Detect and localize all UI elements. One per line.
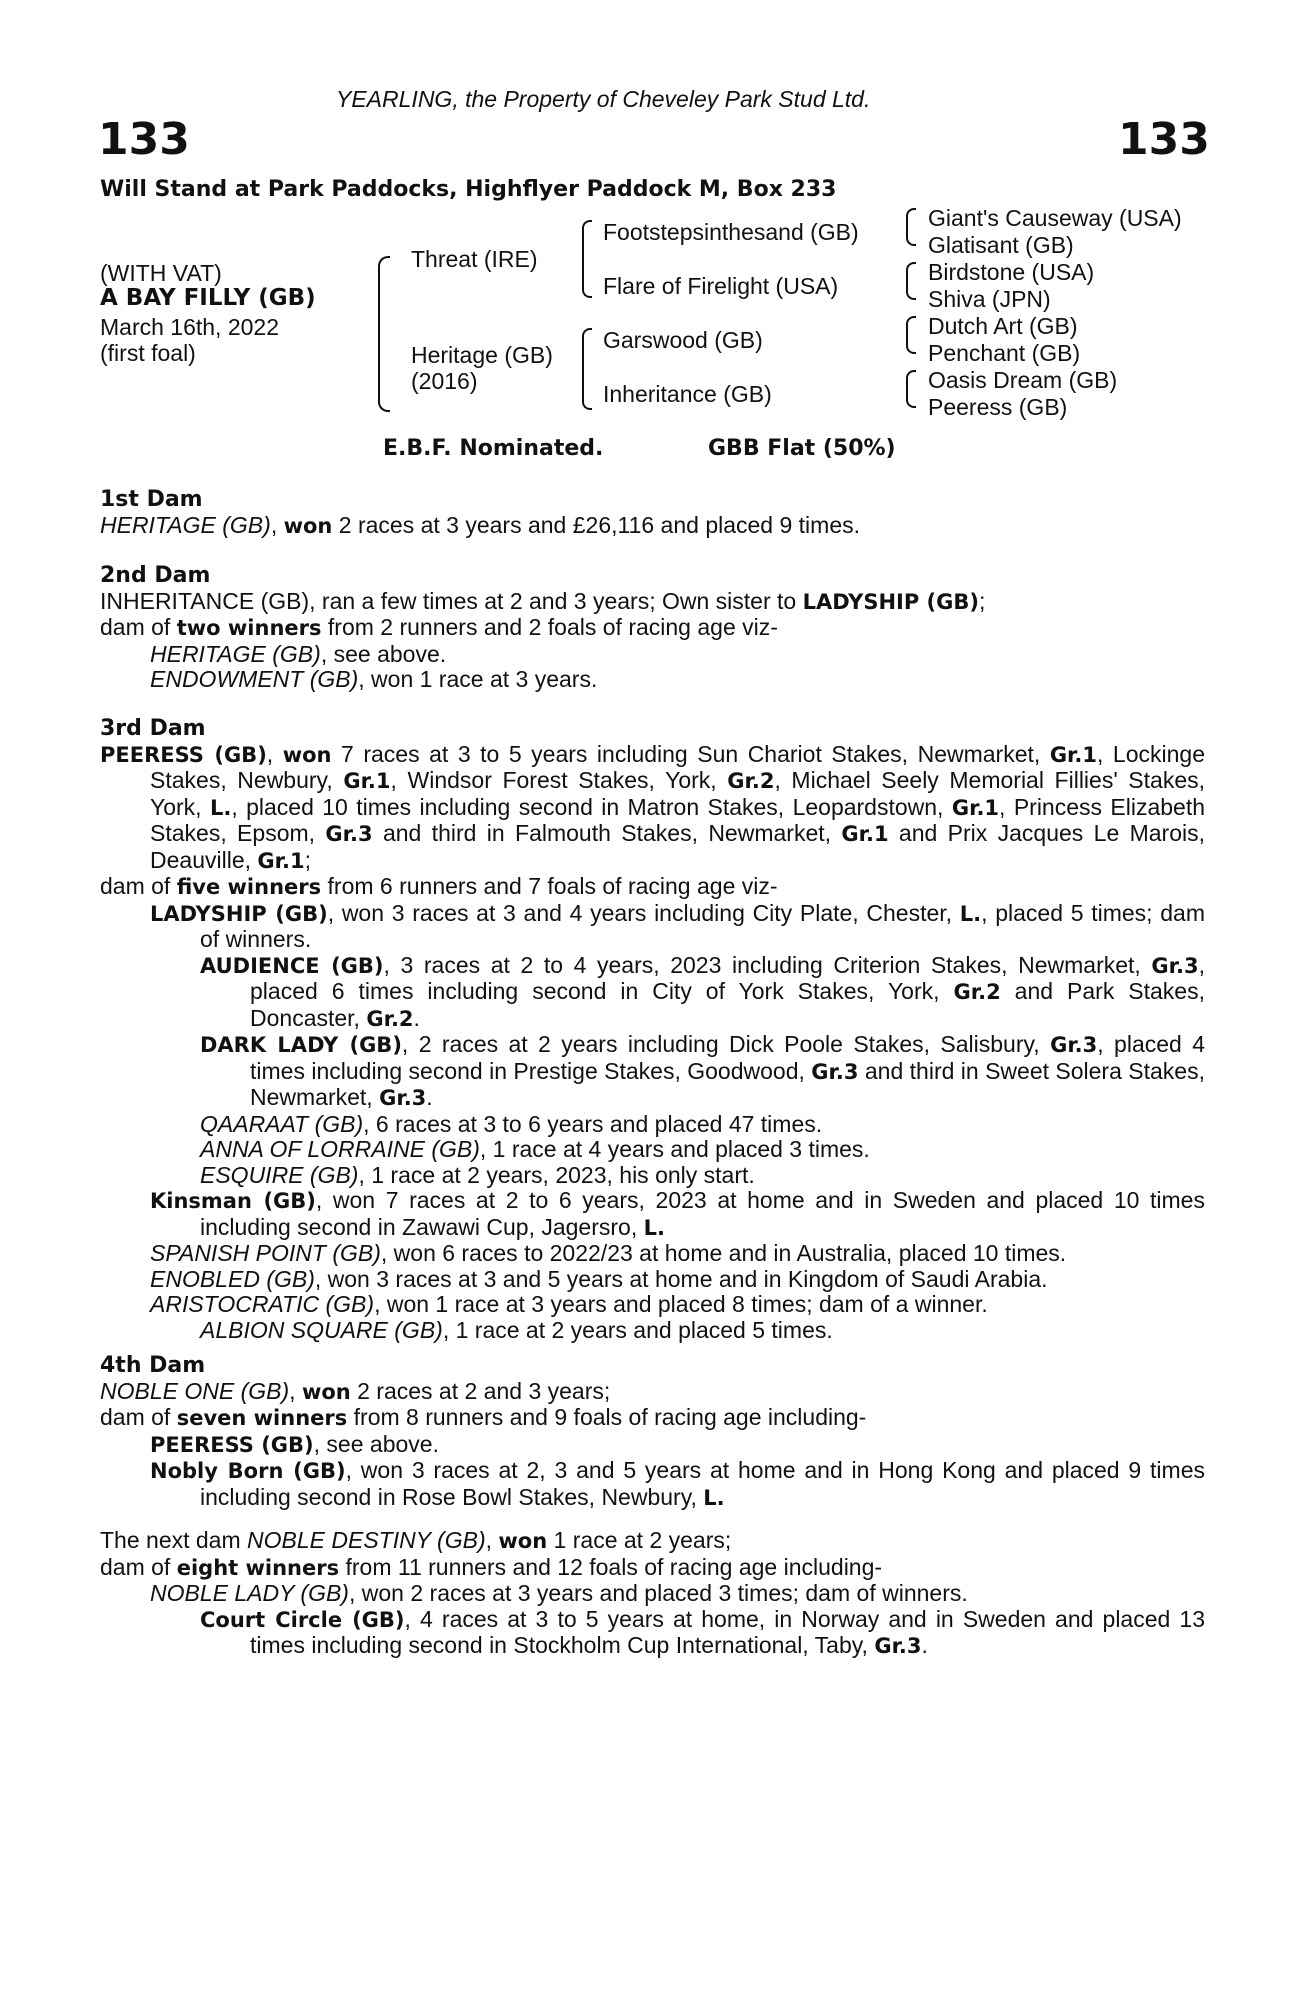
t: , 3 races at 2 to 4 years, 2023 including Criterion Stakes, Newmarket, <box>383 951 1152 978</box>
t: , 1 race at 4 years and placed 3 times. <box>479 1136 870 1162</box>
produce-albion-square <box>100 1318 1205 1344</box>
second-dam-sister: LADYSHIP (GB) <box>802 589 979 614</box>
produce-name: AUDIENCE (GB) <box>200 953 384 978</box>
horse-name: A BAY FILLY (GB) <box>100 285 316 311</box>
t: The next dam <box>100 1527 248 1553</box>
t: , <box>266 740 283 767</box>
t: dam of <box>100 1553 177 1580</box>
third-dam-heading: 3rd Dam <box>100 716 206 741</box>
grade: Gr.1 <box>343 769 391 793</box>
fourth-dam-heading: 4th Dam <box>100 1353 206 1378</box>
horse-dob: March 16th, 2022 <box>100 314 280 340</box>
t: , placed 4 times including second in Prestige Stakes, Goodwood, <box>250 1031 1206 1084</box>
t: and Park Stakes, Doncaster, <box>250 978 1205 1031</box>
produce-peeress <box>100 1432 1205 1459</box>
grade: Gr.3 <box>379 1086 427 1110</box>
t: , won 3 races at 3 and 5 years at home and in Kingdom of Saudi Arabia. <box>314 1265 1048 1292</box>
pedigree-sire: Threat (IRE) <box>411 246 538 272</box>
lot-number-left: 133 <box>98 114 190 165</box>
produce-aristocratic <box>100 1292 1205 1318</box>
grade: Gr.3 <box>325 822 373 846</box>
produce-name: PEERESS (GB) <box>150 1432 314 1457</box>
fourth-dam-winners: seven winners <box>176 1406 348 1430</box>
second-dam-heading: 2nd Dam <box>100 563 211 588</box>
second-dam-line1-end: ; <box>978 587 986 614</box>
produce-name: ESQUIRE (GB) <box>200 1161 359 1188</box>
second-dam-produce-2-name: ENDOWMENT (GB) <box>150 666 359 692</box>
produce-esquire <box>100 1163 1205 1189</box>
grade: Gr.2 <box>953 980 1001 1004</box>
pedigree-ddd: Peeress (GB) <box>928 394 1068 420</box>
t: , 6 races at 3 to 6 years and placed 47 times. <box>363 1110 823 1137</box>
pedigree-brace-ss <box>906 208 916 246</box>
produce-name: SPANISH POINT (GB) <box>150 1240 381 1266</box>
t: 1 race at 2 years; <box>547 1527 732 1553</box>
foal-note: (first foal) <box>100 340 196 366</box>
t: , 2 races at 2 years including Dick Poole Stakes, Salisbury, <box>401 1031 1051 1057</box>
third-dam-section <box>100 715 1205 1343</box>
produce-name: Court Circle (GB) <box>200 1607 405 1632</box>
produce-name: NOBLE LADY (GB) <box>150 1580 349 1606</box>
first-dam-won: won <box>283 513 333 538</box>
third-dam-winners: five winners <box>176 875 322 899</box>
won: won <box>282 742 332 767</box>
pedigree-brace-dd <box>906 370 916 408</box>
second-dam-produce-1-text: , see above. <box>320 640 447 667</box>
t: , Princess Elizabeth Stakes, Epsom, <box>150 793 1206 846</box>
pedigree-sire-sire: Footstepsinthesand (GB) <box>603 219 859 245</box>
produce-ladyship <box>100 901 1205 953</box>
second-dam-line1: INHERITANCE (GB), ran a few times at 2 and 3 years; Own sister to <box>100 587 803 614</box>
won: won <box>498 1529 548 1553</box>
stand-location: Will Stand at Park Paddocks, Highflyer Paddock M, Box 233 <box>100 177 837 202</box>
t: , won 7 races at 2 to 6 years, 2023 at home and in Sweden and placed 10 times including second in Zawawi Cup, Jagersro, <box>200 1187 1205 1240</box>
won: won <box>301 1379 351 1404</box>
t: , placed 6 times including second in City of York Stakes, York, <box>250 951 1205 1004</box>
grade: L. <box>209 795 232 820</box>
grade: L. <box>643 1215 665 1240</box>
produce-name: ENOBLED (GB) <box>150 1265 315 1292</box>
produce-anna <box>100 1137 1205 1163</box>
grade: Gr.1 <box>951 795 1000 820</box>
t: . <box>921 1632 928 1658</box>
page-title: YEARLING, the Property of Cheveley Park Stud Ltd. <box>336 86 871 112</box>
pedigree-sire-dam: Flare of Firelight (USA) <box>603 273 839 299</box>
t: , 1 race at 2 years, 2023, his only start. <box>358 1161 755 1188</box>
produce-court-circle <box>100 1607 1205 1660</box>
t: , <box>289 1377 302 1404</box>
t: 2 races at 2 and 3 years; <box>350 1377 611 1404</box>
t: , placed 5 times; dam of winners. <box>200 899 1205 952</box>
produce-nobly-born <box>100 1458 1205 1511</box>
t: , won 2 races at 3 years and placed 3 times; dam of winners. <box>348 1580 968 1606</box>
pedigree-ssd: Glatisant (GB) <box>928 232 1074 258</box>
t: , won 3 races at 2, 3 and 5 years at home and in Hong Kong and placed 9 times including second in Rose Bowl Stakes, Newbury, <box>200 1457 1205 1510</box>
t: and third in Falmouth Stakes, Newmarket, <box>372 820 842 846</box>
pedigree-brace-main <box>378 256 390 412</box>
grade: Gr.3 <box>811 1059 859 1084</box>
produce-name: ARISTOCRATIC (GB) <box>150 1291 375 1317</box>
second-dam-section <box>100 562 1205 693</box>
grade: Gr.1 <box>841 822 889 846</box>
grade: L. <box>703 1485 725 1510</box>
t: and third in Sweet Solera Stakes, Newmarket, <box>250 1057 1205 1110</box>
pedigree-dam-dam: Inheritance (GB) <box>603 381 772 407</box>
produce-enobled <box>100 1267 1205 1293</box>
t: , see above. <box>313 1430 439 1457</box>
t: , Lockinge Stakes, Newbury, <box>150 740 1205 793</box>
pedigree-brace-sd <box>906 262 916 300</box>
pedigree-dss: Dutch Art (GB) <box>928 313 1078 339</box>
produce-kinsman <box>100 1188 1205 1241</box>
pedigree-dam-sire: Garswood (GB) <box>603 327 763 353</box>
t: dam of <box>100 873 177 899</box>
second-dam-winners: two winners <box>176 616 322 640</box>
t: , placed 10 times including second in Matron Stakes, Leopardstown, <box>231 793 952 820</box>
second-dam-damof: dam of <box>100 614 177 640</box>
t: . <box>413 1004 420 1031</box>
produce-name: ANNA OF LORRAINE (GB) <box>200 1136 480 1162</box>
produce-dark-lady <box>100 1032 1205 1112</box>
first-dam-name: HERITAGE (GB) <box>100 511 271 538</box>
second-dam-produce-1-name: HERITAGE (GB) <box>150 640 321 667</box>
t: , Michael Seely Memorial Fillies' Stakes, York, <box>150 767 1206 820</box>
pedigree-brace-sire <box>582 220 592 298</box>
t: , 4 races at 3 to 5 years at home, in Norway and in Sweden and placed 13 times including second in Stockholm Cup International, Taby, <box>250 1605 1205 1658</box>
third-dam-name: PEERESS (GB) <box>100 742 267 767</box>
produce-name: LADYSHIP (GB) <box>150 901 328 926</box>
t: from 8 runners and 9 foals of racing age including- <box>347 1404 867 1430</box>
fourth-dam-section <box>100 1352 1205 1511</box>
grade: Gr.2 <box>366 1006 414 1031</box>
grade: L. <box>959 901 982 926</box>
next-dam-name: NOBLE DESTINY (GB) <box>247 1527 486 1553</box>
next-dam-winners: eight winners <box>176 1555 340 1580</box>
t: from 6 runners and 7 foals of racing age viz- <box>321 873 778 899</box>
produce-name: Nobly Born (GB) <box>150 1459 346 1483</box>
produce-qaaraat <box>100 1112 1205 1138</box>
t: 7 races at 3 to 5 years including Sun Chariot Stakes, Newmarket, <box>331 740 1050 767</box>
t: , 1 race at 2 years and placed 5 times. <box>442 1316 833 1343</box>
first-dam-heading: 1st Dam <box>100 487 203 512</box>
pedigree-dam-year: (2016) <box>411 368 478 394</box>
t: ; <box>304 846 311 873</box>
second-dam-produce-2-text: , won 1 race at 3 years. <box>358 666 598 692</box>
grade: Gr.2 <box>727 769 775 793</box>
t: , won 1 race at 3 years and placed 8 times; dam of a winner. <box>374 1291 988 1317</box>
second-dam-runners: from 2 runners and 2 foals of racing age viz- <box>321 614 778 640</box>
grade: Gr.1 <box>1049 742 1098 767</box>
grade: Gr.3 <box>1151 953 1199 978</box>
next-dam-section <box>100 1528 1205 1660</box>
pedigree-sds: Birdstone (USA) <box>928 259 1095 285</box>
fourth-dam-name: NOBLE ONE (GB) <box>100 1377 290 1404</box>
produce-name: ALBION SQUARE (GB) <box>200 1316 443 1343</box>
produce-name: DARK LADY (GB) <box>200 1033 402 1057</box>
t: . <box>426 1084 433 1110</box>
grade: Gr.1 <box>257 848 305 873</box>
grade: Gr.3 <box>1050 1033 1098 1057</box>
produce-noble-lady <box>100 1581 1205 1607</box>
produce-name: QAARAAT (GB) <box>200 1110 364 1137</box>
gbb-flat: GBB Flat (50%) <box>708 436 896 461</box>
pedigree-sdd: Shiva (JPN) <box>928 286 1051 312</box>
ebf-nomination: E.B.F. Nominated. <box>383 436 604 461</box>
pedigree-dam: Heritage (GB) <box>411 342 553 368</box>
t: and Prix Jacques Le Marois, Deauville, <box>150 820 1205 873</box>
third-dam-record <box>100 742 1205 875</box>
produce-name: Kinsman (GB) <box>150 1189 316 1213</box>
t: , Windsor Forest Stakes, York, <box>390 767 728 793</box>
lot-number-right: 133 <box>1118 114 1210 165</box>
t: , won 3 races at 3 and 4 years including City Plate, Chester, <box>327 899 960 926</box>
pedigree-dsd: Penchant (GB) <box>928 340 1081 366</box>
pedigree-dds: Oasis Dream (GB) <box>928 367 1118 393</box>
produce-spanish-point <box>100 1241 1205 1267</box>
t: dam of <box>100 1404 177 1430</box>
first-dam-text: 2 races at 3 years and £26,116 and placed 9 times. <box>332 511 861 538</box>
pedigree-brace-ds <box>906 316 916 354</box>
t: , <box>485 1527 499 1553</box>
produce-audience <box>100 953 1205 1033</box>
t: , won 6 races to 2022/23 at home and in Australia, placed 10 times. <box>380 1240 1067 1266</box>
pedigree-sss: Giant's Causeway (USA) <box>928 205 1182 231</box>
grade: Gr.3 <box>874 1634 922 1658</box>
t: from 11 runners and 12 foals of racing age including- <box>339 1553 883 1580</box>
vat-note: (WITH VAT) <box>100 260 222 286</box>
first-dam-section: 1st Dam HERITAGE (GB), won 2 races at 3 years and £26,116 and placed 9 times. <box>100 487 861 538</box>
pedigree-brace-dam <box>582 328 592 410</box>
